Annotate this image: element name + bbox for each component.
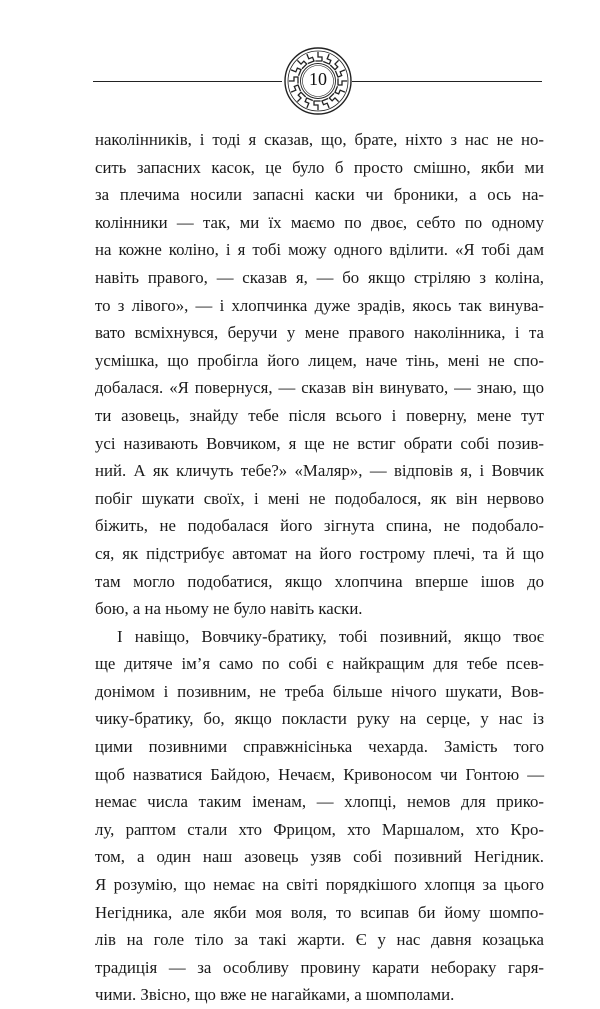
text-line: побіг шукати своїх, і мені не подобалося, як він нервово [95, 488, 544, 508]
paragraph-1 [95, 126, 544, 623]
text-line: лу, раптом стали хто Фрицом, хто Маршалом, хто Кро- [95, 819, 544, 839]
text-line: немає числа таким іменам, — хлопці, немов для прико- [95, 792, 544, 812]
page-header [0, 0, 600, 130]
body-text [95, 126, 544, 1009]
text-line: І навіщо, Вовчику-братику, тобі позивний, якщо твоє [117, 626, 544, 646]
text-line: ще дитяче ім’я само по собі є найкращим для тебе псев- [95, 654, 544, 674]
text-line: бою, а на ньому не було навіть каски. [95, 599, 363, 619]
text-line: донімом і позивним, не треба більше нічого шукати, Вов- [95, 681, 544, 701]
text-line: ний. А як кличуть тебе?» «Маляр», — відповів я, і Вовчик [95, 461, 544, 481]
header-rule-left [93, 81, 282, 82]
text-line: там могло подобатися, якщо хлопчина вперше ішов до [95, 571, 544, 591]
text-line: добалася. «Я повернуся, — сказав він винувато, — знаю, що [95, 378, 544, 398]
text-line: усі називають Вовчиком, я ще не встиг обрати собі позив- [95, 433, 544, 453]
text-line: ти азовець, знайду тебе після всього і поверну, мене тут [95, 405, 544, 425]
text-line: традиція — за особливу провину карати небораку гаря- [95, 957, 544, 977]
text-line: сить запасних касок, це було б просто смішно, якби ми [95, 157, 544, 177]
header-rule-right [352, 81, 542, 82]
text-line: колінники — так, ми їх маємо по двоє, себто по одному [95, 212, 544, 232]
paragraph-2 [95, 623, 544, 1009]
text-line: наколінників, і тоді я сказав, що, брате, ніхто з нас не но- [95, 130, 544, 149]
text-line: усмішка, що пробігла його лицем, наче тінь, мені не спо- [95, 350, 544, 370]
text-line: том, а один наш азовець узяв собі позивний Негідник. [95, 847, 544, 867]
text-line: біжить, не подобалася його зігнута спина, не подобало- [95, 516, 544, 536]
text-line: Я розумію, що немає на світі порядкішого хлопця за цього [95, 875, 544, 895]
page-number: 10 [309, 69, 327, 89]
text-line: то з лівого», — і хлопчинка дуже зрадів, якось так винува- [95, 295, 544, 315]
text-line: вато всміхнувся, беручи у мене правого наколінника, і та [95, 323, 544, 343]
text-line: цими позивними справжнісінька чехарда. Замість того [95, 737, 544, 757]
text-line: за плечима носили запасні каски чи броники, а ось на- [95, 185, 544, 205]
text-line: на кожне коліно, і я тобі можу одного вділити. «Я тобі дам [95, 240, 544, 260]
text-line: щоб назватися Байдою, Нечаєм, Кривоносом чи Гонтою — [95, 764, 544, 784]
text-line: чими. Звісно, що вже не нагайками, а шомполами. [95, 985, 455, 1005]
text-line: лів на голе тіло за такі жарти. Є у нас давня козацька [95, 930, 544, 950]
text-line: чику-братику, бо, якщо покласти руку на серце, у нас із [95, 709, 544, 729]
text-line: ся, як підстрибує автомат на його гострому плечі, та й що [95, 543, 544, 563]
text-line: Негідника, але якби моя воля, то всипав би йому шомпо- [95, 902, 544, 922]
text-line: навіть правого, — сказав я, — бо якщо стріляю з коліна, [95, 267, 544, 287]
